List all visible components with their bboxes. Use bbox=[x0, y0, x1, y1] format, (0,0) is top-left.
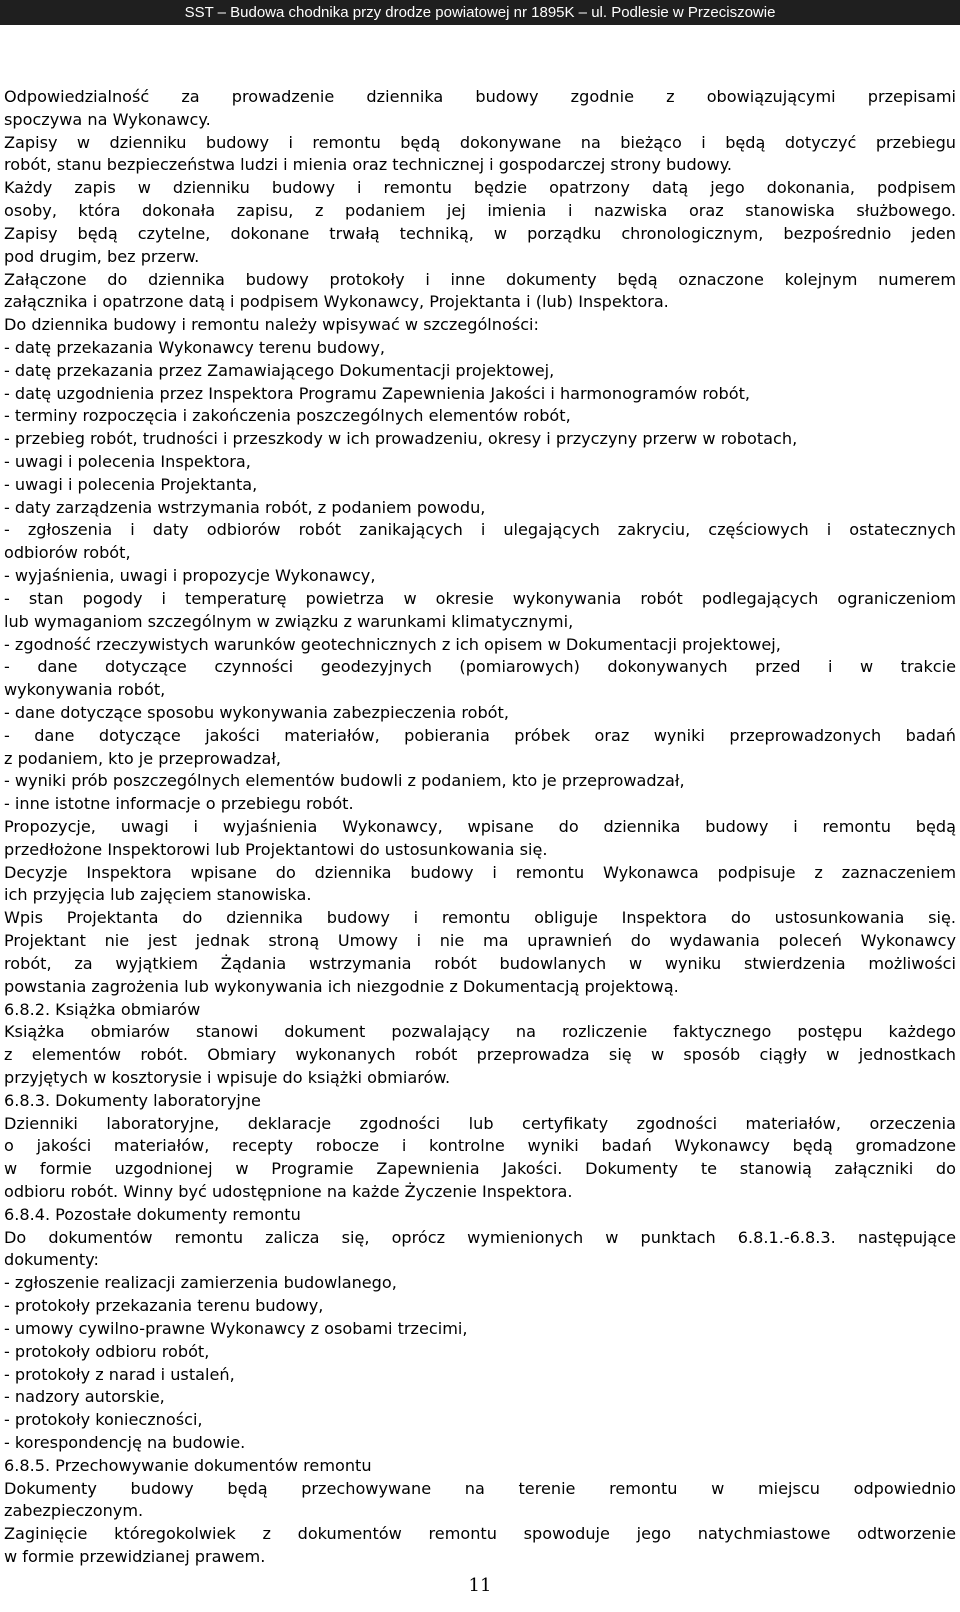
text-line: robót, za wyjątkiem Żądania wstrzymania robót budowlanych w wyniku stwierdzenia możliwości bbox=[4, 953, 956, 973]
text-line: Do dziennika budowy i remontu należy wpisywać w szczególności: bbox=[4, 315, 539, 335]
text-line: - nadzory autorskie, bbox=[4, 1387, 165, 1407]
text-line: 6.8.4. Pozostałe dokumenty remontu bbox=[4, 1204, 301, 1224]
text-line: Wpis Projektanta do dziennika budowy i remontu obliguje Inspektora do ustosunkowania się. bbox=[4, 908, 956, 928]
text-line: - przebieg robót, trudności i przeszkody w ich prowadzeniu, okresy i przyczyny przerw w robotach, bbox=[4, 429, 798, 449]
text-line: spoczywa na Wykonawcy. bbox=[4, 109, 211, 129]
text-line: Dokumenty budowy będą przechowywane na terenie remontu w miejscu odpowiednio bbox=[4, 1478, 956, 1498]
text-line: Każdy zapis w dzienniku budowy i remontu będzie opatrzony datą jego dokonania, podpisem bbox=[4, 178, 956, 198]
text-line: Zapisy w dzienniku budowy i remontu będą dokonywane na bieżąco i będą dotyczyć przebiegu bbox=[4, 132, 956, 152]
text-line: - wyniki prób poszczególnych elementów budowli z podaniem, kto je przeprowadzał, bbox=[4, 771, 685, 791]
text-line: - terminy rozpoczęcia i zakończenia poszczególnych elementów robót, bbox=[4, 406, 571, 426]
text-line: - uwagi i polecenia Projektanta, bbox=[4, 474, 258, 494]
text-line: przyjętych w kosztorysie i wpisuje do książki obmiarów. bbox=[4, 1067, 451, 1087]
text-line: - zgłoszenie realizacji zamierzenia budowlanego, bbox=[4, 1273, 397, 1293]
running-header: SST – Budowa chodnika przy drodze powiatowej nr 1895K – ul. Podlesie w Przeciszowie bbox=[0, 0, 960, 25]
text-line: - datę przekazania Wykonawcy terenu budowy, bbox=[4, 337, 386, 357]
text-line: - dane dotyczące sposobu wykonywania zabezpieczenia robót, bbox=[4, 702, 509, 722]
text-line: - inne istotne informacje o przebiegu robót. bbox=[4, 794, 354, 814]
text-line: wykonywania robót, bbox=[4, 680, 166, 700]
text-line: - zgodność rzeczywistych warunków geotechnicznych z ich opisem w Dokumentacji projektowej, bbox=[4, 634, 781, 654]
text-line: z elementów robót. Obmiary wykonanych robót przeprowadza się w sposób ciągły w jednostkach bbox=[4, 1045, 956, 1065]
text-line: robót, stanu bezpieczeństwa ludzi i mienia oraz technicznej i gospodarczej strony budowy. bbox=[4, 155, 733, 175]
text-line: Odpowiedzialność za prowadzenie dziennika budowy zgodnie z obowiązującymi przepisami bbox=[4, 87, 956, 106]
text-line: w formie przewidzianej prawem. bbox=[4, 1547, 266, 1566]
text-line: 6.8.2. Książka obmiarów bbox=[4, 999, 201, 1019]
text-line: Dzienniki laboratoryjne, deklaracje zgodności lub certyfikaty zgodności materiałów, orzeczenia bbox=[4, 1113, 956, 1133]
text-line: - zgłoszenia i daty odbiorów robót zanikających i ulegających zakryciu, częściowych i ostatecznych bbox=[4, 520, 956, 540]
text-line: Zaginięcie któregokolwiek z dokumentów remontu spowoduje jego natychmiastowe odtworzenie bbox=[4, 1524, 956, 1544]
text-line: - umowy cywilno-prawne Wykonawcy z osobami trzecimi, bbox=[4, 1318, 468, 1338]
text-line: osoby, która dokonała zapisu, z podaniem jej imienia i nazwiska oraz stanowiska służbowego. bbox=[4, 201, 956, 221]
text-line: powstania zagrożenia lub wykonywania ich niezgodnie z Dokumentacją projektową. bbox=[4, 976, 679, 996]
text-line: pod drugim, bez przerw. bbox=[4, 246, 200, 266]
text-line: - daty zarządzenia wstrzymania robót, z podaniem powodu, bbox=[4, 497, 486, 517]
text-line: - protokoły z narad i ustaleń, bbox=[4, 1364, 235, 1384]
page-number: 11 bbox=[468, 1575, 492, 1596]
text-line: lub wymaganiom szczególnym w związku z warunkami klimatycznymi, bbox=[4, 611, 574, 631]
text-line: - datę przekazania przez Zamawiającego Dokumentacji projektowej, bbox=[4, 360, 555, 380]
text-line: - protokoły przekazania terenu budowy, bbox=[4, 1296, 324, 1316]
text-line: - korespondencję na budowie. bbox=[4, 1432, 246, 1452]
text-line: Załączone do dziennika budowy protokoły i inne dokumenty będą oznaczone kolejnym numerem bbox=[4, 269, 956, 289]
text-line: Projektant nie jest jednak stroną Umowy i nie ma uprawnień do wydawania poleceń Wykonawcy bbox=[4, 931, 956, 951]
text-line: przedłożone Inspektorowi lub Projektantowi do ustosunkowania się. bbox=[4, 839, 548, 859]
text-line: - dane dotyczące jakości materiałów, pobierania próbek oraz wyniki przeprowadzonych badań bbox=[4, 725, 956, 745]
text-line: załącznika i opatrzone datą i podpisem Wykonawcy, Projektanta i (lub) Inspektora. bbox=[4, 292, 669, 312]
text-line: - protokoły odbioru robót, bbox=[4, 1341, 210, 1361]
text-line: z podaniem, kto je przeprowadzał, bbox=[4, 748, 282, 768]
text-line: dokumenty: bbox=[4, 1250, 99, 1270]
text-line: - uwagi i polecenia Inspektora, bbox=[4, 452, 251, 471]
text-line: o jakości materiałów, recepty robocze i kontrolne wyniki badań Wykonawcy będą gromadzone bbox=[4, 1136, 956, 1156]
text-line: Książka obmiarów stanowi dokument pozwalający na rozliczenie faktycznego postępu każdego bbox=[4, 1022, 956, 1042]
text-line: w formie uzgodnionej w Programie Zapewnienia Jakości. Dokumenty te stanowią załączniki do bbox=[4, 1159, 956, 1179]
text-line: Do dokumentów remontu zalicza się, oprócz wymienionych w punktach 6.8.1.-6.8.3. następujące bbox=[4, 1227, 956, 1247]
text-line: Zapisy będą czytelne, dokonane trwałą techniką, w porządku chronologicznym, bezpośrednio jeden bbox=[4, 223, 956, 243]
text-line: - datę uzgodnienia przez Inspektora Programu Zapewnienia Jakości i harmonogramów robót, bbox=[4, 383, 751, 403]
text-line: - wyjaśnienia, uwagi i propozycje Wykonawcy, bbox=[4, 566, 376, 586]
text-line: 6.8.3. Dokumenty laboratoryjne bbox=[4, 1090, 261, 1110]
text-line: odbiorów robót, bbox=[4, 543, 131, 563]
text-line: Decyzje Inspektora wpisane do dziennika budowy i remontu Wykonawca podpisuje z zaznaczeniem bbox=[4, 862, 956, 882]
text-line: - dane dotyczące czynności geodezyjnych (pomiarowych) dokonywanych przed i w trakcie bbox=[4, 657, 956, 677]
text-line: zabezpieczonym. bbox=[4, 1501, 144, 1521]
text-line: - stan pogody i temperaturę powietrza w okresie wykonywania robót podlegających ograniczeniom bbox=[4, 588, 956, 608]
text-line: Propozycje, uwagi i wyjaśnienia Wykonawcy, wpisane do dziennika budowy i remontu będą bbox=[4, 817, 956, 836]
document-body bbox=[4, 86, 956, 1569]
text-line: ich przyjęcia lub zajęciem stanowiska. bbox=[4, 885, 312, 905]
text-line: odbioru robót. Winny być udostępnione na każde Życzenie Inspektora. bbox=[4, 1182, 573, 1201]
text-line: 6.8.5. Przechowywanie dokumentów remontu bbox=[4, 1455, 372, 1475]
text-line: - protokoły konieczności, bbox=[4, 1410, 203, 1430]
